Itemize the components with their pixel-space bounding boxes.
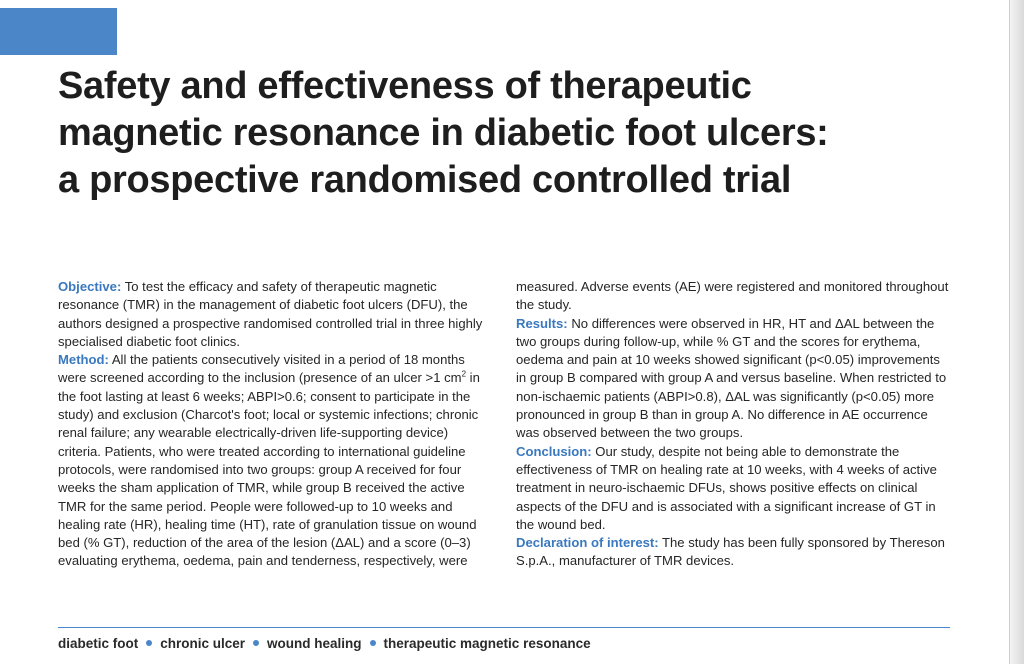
abstract-conclusion	[516, 443, 950, 534]
title-line-2: magnetic resonance in diabetic foot ulcers:	[58, 112, 829, 154]
objective-label: Objective:	[58, 279, 122, 294]
abstract	[58, 278, 950, 578]
title-line-3: a prospective randomised controlled trial	[58, 159, 792, 201]
method-superscript: 2	[461, 370, 467, 380]
keyword: chronic ulcer	[160, 636, 246, 651]
method-text-part1: All the patients consecutively visited in a period of 18 months were screened according to the inclusion (presence of an ulcer >1 cm	[58, 352, 465, 386]
keyword: diabetic foot	[58, 636, 139, 651]
conclusion-text: Our study, despite not being able to demonstrate the effectiveness of TMR on healing rate at 10 weeks, with 4 weeks of active treatment in neuro-ischaemic DFUs, shows positive effects on clinical aspects of the DFU and is associated with a significant increase of GT in the wound bed.	[516, 443, 937, 532]
results-text: No differences were observed in HR, HT and ΔAL between the two groups during follow-up, while % GT and the scores for erythema, oedema and pain at 10 weeks showed significant (p<0.05) improvements in group B compared with group A and versus baseline. When restricted to non-ischaemic patients (ABPI>0.8), ΔAL was significantly (p<0.05) more pronounced in group B than in group A. No difference in AE occurrence was observed between the two groups.	[516, 315, 947, 441]
keywords-divider	[58, 627, 950, 628]
abstract-results	[516, 315, 950, 443]
results-label: Results:	[516, 315, 568, 331]
keywords-bar	[58, 636, 591, 651]
page-edge	[1009, 0, 1024, 664]
bullet-dot-icon	[146, 640, 152, 646]
conclusion-label: Conclusion:	[516, 443, 592, 459]
declaration-label: Declaration of interest:	[516, 535, 659, 551]
title-line-1: Safety and effectiveness of therapeutic	[58, 65, 752, 107]
method-label: Method:	[58, 352, 109, 368]
objective-text: To test the efficacy and safety of therapeutic magnetic resonance (TMR) in the management of diabetic foot ulcers (DFU), the authors designed a prospective randomised controlled trial in three highly specialised diabetic foot clinics.	[58, 279, 483, 349]
method-text-part2: in the foot lasting at least 6 weeks; ABPI>0.6; consent to participate in the study) and exclusion (Charcot's foot; local or systemic infections; chronic renal failure; any wearable electrically-driven life-supporting device) criteria. Patients, who were treated according to international guideline protocols, were randomised into two groups: group A received for four weeks the sham application of TMR, while group B received the active TMR for the same period. People were followed-up to 10 weeks and healing rate (HR), healing time (HT), rate of granulation tissue on wound bed (% GT), reduction of the area of the lesion (ΔAL) and a score (0–3) evaluating erythema, oedema, pain and tenderness, respectively, were measured. Adverse events (AE) were registered and monitored throughout the study.	[58, 279, 949, 569]
keyword: therapeutic magnetic resonance	[383, 636, 591, 651]
bullet-dot-icon	[370, 640, 376, 646]
declaration-text: The study has been fully sponsored by Thereson S.p.A., manufacturer of TMR devices.	[516, 535, 945, 569]
article-title	[58, 63, 988, 204]
abstract-declaration	[516, 534, 950, 571]
abstract-objective	[58, 278, 492, 351]
section-color-tab	[0, 8, 117, 55]
keyword: wound healing	[267, 636, 362, 651]
bullet-dot-icon	[253, 640, 259, 646]
